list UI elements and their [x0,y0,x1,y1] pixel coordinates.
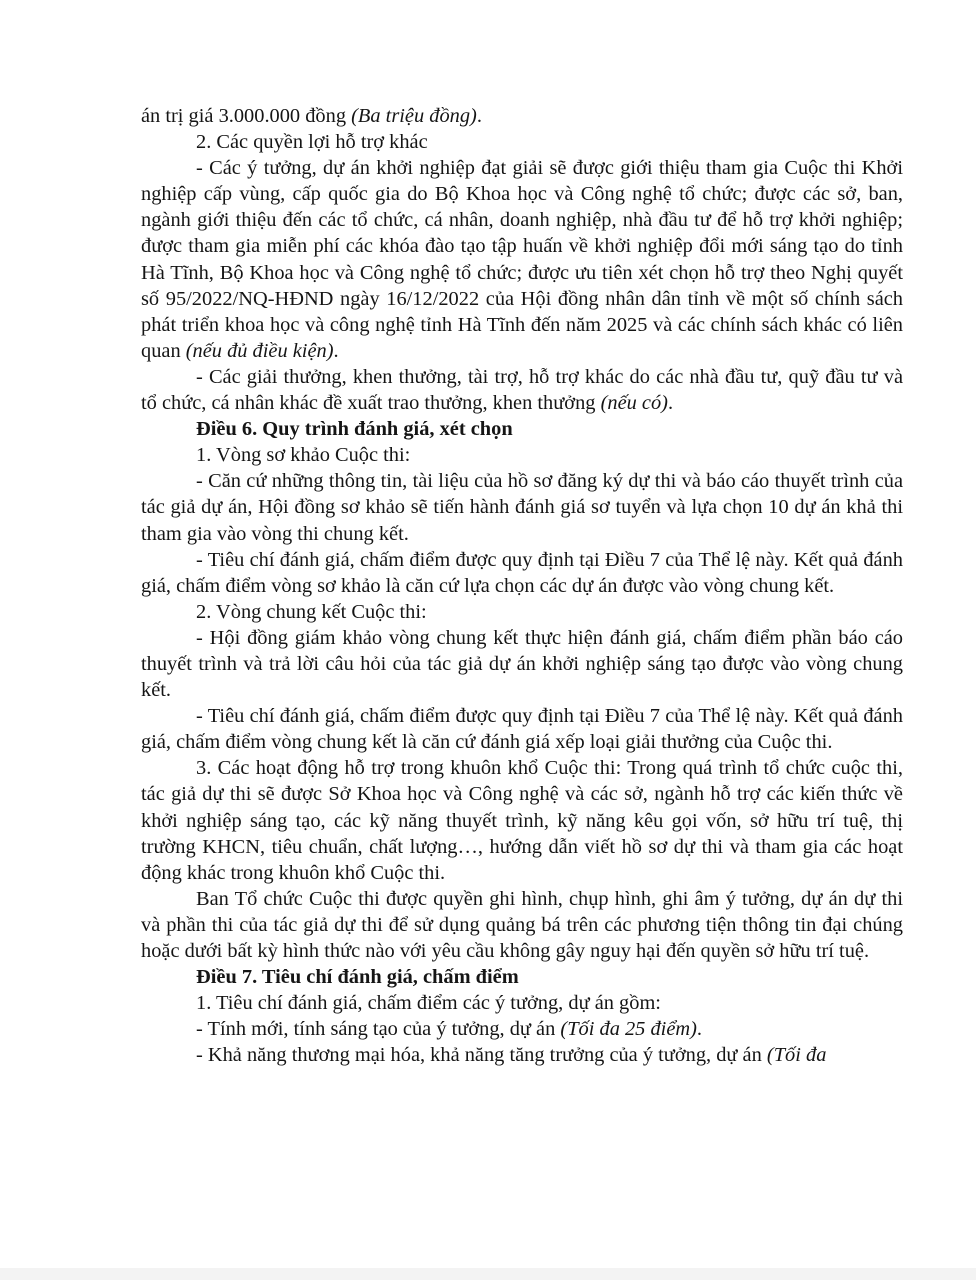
criteria-commercialization: - Khả năng thương mại hóa, khả năng tăng trưởng của ý tưởng, dự án (Tối đa [196,1044,827,1067]
paragraph-preliminary-basis: - Căn cứ những thông tin, tài liệu của hồ sơ đăng ký dự thi và báo cáo thuyết trình của tác giả dự án, Hội đồng sơ khảo sẽ tiến hành đánh giá sơ tuyển và lựa chọn 10 dự án khả thi tham gia vào vòng thi chung kết. [141,470,903,545]
paragraph-benefits-awards: - Các giải thưởng, khen thưởng, tài trợ, hỗ trợ khác do các nhà đầu tư, quỹ đầu tư và tổ chức, cá nhân khác đề xuất trao thưởng, khen thưởng (nếu có). [141,365,903,415]
item-other-benefits: 2. Các quyền lợi hỗ trợ khác [196,131,428,154]
item-support-activities: 3. Các hoạt động hỗ trợ trong khuôn khổ Cuộc thi: Trong quá trình tổ chức cuộc thi, tác giả dự thi sẽ được Sở Khoa học và Công nghệ và các sở, ngành hỗ trợ các kiến thức về khởi nghiệp sáng tạo, các kỹ năng thuyết trình, kỹ năng kêu gọi vốn, sở hữu trí tuệ, thị trường KHCN, tiêu chuẩn, chất lượng…, hướng dẫn viết hồ sơ dự thi và tham gia các hoạt động khác trong khuôn khổ Cuộc thi. [141,757,903,884]
criteria-novelty: - Tính mới, tính sáng tạo của ý tưởng, dự án (Tối đa 25 điểm). [196,1018,703,1041]
paragraph-preliminary-criteria: - Tiêu chí đánh giá, chấm điểm được quy định tại Điều 7 của Thể lệ này. Kết quả đánh giá, chấm điểm vòng sơ khảo là căn cứ lựa chọn các dự án được vào vòng chung kết. [141,548,903,597]
item-criteria-list: 1. Tiêu chí đánh giá, chấm điểm các ý tưởng, dự án gồm: [196,992,661,1015]
paragraph-prize-value: án trị giá 3.000.000 đồng (Ba triệu đồng). [141,105,482,127]
heading-article-7: Điều 7. Tiêu chí đánh giá, chấm điểm [196,966,519,989]
paragraph-final-jury: - Hội đồng giám khảo vòng chung kết thực hiện đánh giá, chấm điểm phần báo cáo thuyết trình và trả lời câu hỏi của tác giả dự án khởi nghiệp sáng tạo được vào vòng chung kết. [141,626,903,702]
item-final-round: 2. Vòng chung kết Cuộc thi: [196,600,427,623]
paragraph-benefits-intro: - Các ý tưởng, dự án khởi nghiệp đạt giải sẽ được giới thiệu tham gia Cuộc thi Khởi nghiệp cấp vùng, cấp quốc gia do Bộ Khoa học và Công nghệ tổ chức; được các sở, ban, ngành giới thiệu đến các tổ chức, cá nhân, doanh nghiệp, nhà đầu tư để hỗ trợ khởi nghiệp; được tham gia miễn phí các khóa đào tạo tập huấn về khởi nghiệp đổi mới sáng tạo do tỉnh Hà Tĩnh, Bộ Khoa học và Công nghệ tổ chức; được ưu tiên xét chọn hỗ trợ theo Nghị quyết số 95/2022/NQ-HĐND ngày 16/12/2022 của Hội đồng nhân dân tỉnh về một số chính sách phát triển khoa học và công nghệ tỉnh Hà Tĩnh đến năm 2025 và các chính sách khác có liên quan (nếu đủ điều kiện). [141,157,903,362]
page-bottom-edge [0,1268,976,1280]
paragraph-final-criteria: - Tiêu chí đánh giá, chấm điểm được quy định tại Điều 7 của Thể lệ này. Kết quả đánh giá, chấm điểm vòng chung kết là căn cứ đánh giá xếp loại giải thưởng của Cuộc thi. [141,705,903,754]
paragraph-media-rights: Ban Tổ chức Cuộc thi được quyền ghi hình, chụp hình, ghi âm ý tưởng, dự án dự thi và phần thi của tác giả dự thi để sử dụng quảng bá trên các phương tiện thông tin đại chúng hoặc dưới bất kỳ hình thức nào với yêu cầu không gây nguy hại đến quyền sở hữu trí tuệ. [141,887,903,962]
document-body [141,103,903,1068]
item-preliminary-round: 1. Vòng sơ khảo Cuộc thi: [196,444,411,467]
heading-article-6: Điều 6. Quy trình đánh giá, xét chọn [196,418,513,441]
